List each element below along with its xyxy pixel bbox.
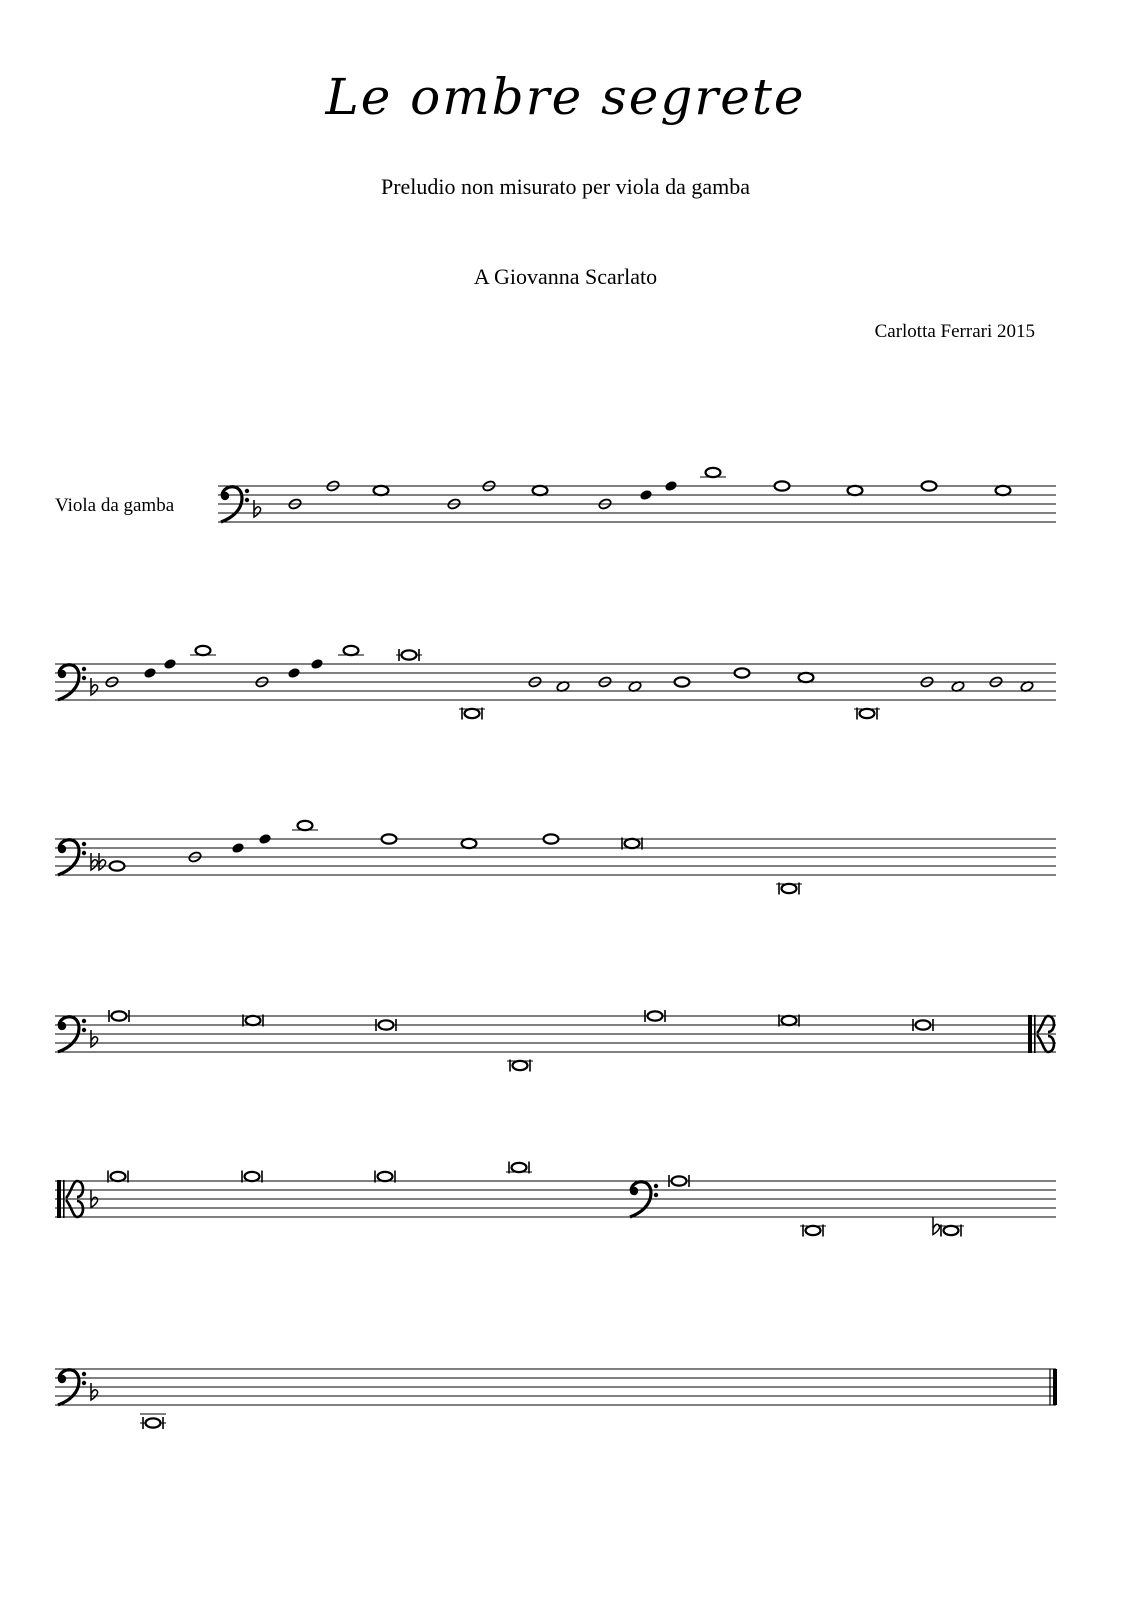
bass-clef-dot bbox=[82, 851, 86, 855]
staff-system bbox=[55, 1010, 1056, 1072]
note-head bbox=[163, 658, 177, 671]
note-head bbox=[112, 1011, 127, 1020]
note-head bbox=[672, 1176, 687, 1185]
note-head bbox=[258, 833, 272, 846]
bass-clef-dot bbox=[245, 489, 249, 493]
subtitle: Preludio non misurato per viola da gamba bbox=[380, 174, 751, 199]
bass-clef-dot bbox=[654, 1184, 658, 1188]
staff-system bbox=[55, 646, 1056, 720]
alto-clef-bar bbox=[63, 1180, 65, 1218]
flat-sign bbox=[254, 500, 261, 517]
note-head bbox=[287, 667, 301, 680]
bass-clef-dot bbox=[82, 1381, 86, 1385]
note-head bbox=[246, 1016, 261, 1025]
note-head bbox=[996, 486, 1011, 495]
note-head bbox=[706, 468, 721, 477]
flat-sign bbox=[91, 678, 98, 695]
note-head bbox=[382, 834, 397, 843]
note-head bbox=[675, 677, 690, 686]
note-head bbox=[533, 486, 548, 495]
note-head bbox=[231, 842, 245, 855]
bass-clef-dot bbox=[82, 1028, 86, 1032]
note-head bbox=[544, 834, 559, 843]
note-head bbox=[465, 709, 480, 718]
bass-clef-dot-head bbox=[58, 845, 66, 853]
note-head bbox=[944, 1226, 959, 1235]
flat-sign bbox=[91, 1030, 98, 1047]
bass-clef-dot-head bbox=[58, 670, 66, 678]
page-title: Le ombre segrete bbox=[325, 68, 806, 126]
note-head bbox=[735, 668, 750, 677]
note-head bbox=[512, 1163, 527, 1172]
note-head bbox=[922, 481, 937, 490]
composer-credit: Carlotta Ferrari 2015 bbox=[874, 321, 1035, 342]
instrument-label: Viola da gamba bbox=[55, 495, 175, 516]
alto-clef-bar bbox=[1028, 1015, 1032, 1053]
flat-sign bbox=[91, 853, 98, 870]
staff-system bbox=[55, 821, 1056, 895]
note-head bbox=[379, 1020, 394, 1029]
note-head bbox=[310, 658, 324, 671]
bass-clef-dot bbox=[654, 1193, 658, 1197]
bass-clef-dot bbox=[82, 1372, 86, 1376]
bass-clef-dot-head bbox=[58, 1375, 66, 1383]
dedication: A Giovanna Scarlato bbox=[473, 264, 658, 289]
flat-sign bbox=[99, 853, 106, 870]
bass-clef-dot bbox=[245, 498, 249, 502]
note-head bbox=[664, 480, 678, 493]
note-head bbox=[402, 650, 417, 659]
final-barline bbox=[1053, 1369, 1057, 1405]
bass-clef-dot bbox=[82, 842, 86, 846]
note-head bbox=[848, 486, 863, 495]
note-head bbox=[513, 1061, 528, 1070]
staff-system bbox=[55, 1369, 1057, 1429]
alto-clef-bar bbox=[1034, 1015, 1036, 1053]
note-head bbox=[782, 1016, 797, 1025]
note-head bbox=[344, 646, 359, 655]
bass-clef-dot bbox=[82, 667, 86, 671]
note-head bbox=[639, 489, 653, 502]
bass-clef-dot-head bbox=[221, 492, 229, 500]
note-head bbox=[298, 821, 313, 830]
bass-clef-dot-head bbox=[58, 1022, 66, 1030]
note-head bbox=[111, 1172, 126, 1181]
staff-system bbox=[218, 468, 1056, 522]
note-head bbox=[648, 1011, 663, 1020]
bass-clef-dot-head bbox=[630, 1187, 638, 1195]
flat-sign bbox=[91, 1383, 98, 1400]
note-head bbox=[860, 709, 875, 718]
note-head bbox=[374, 486, 389, 495]
note-head bbox=[462, 839, 477, 848]
note-head bbox=[799, 673, 814, 682]
note-head bbox=[378, 1172, 393, 1181]
bass-clef-dot bbox=[82, 676, 86, 680]
note-head bbox=[775, 481, 790, 490]
note-head bbox=[625, 839, 640, 848]
note-head bbox=[782, 884, 797, 893]
staff-system bbox=[55, 1162, 1056, 1237]
note-head bbox=[110, 861, 125, 870]
note-head bbox=[806, 1226, 821, 1235]
note-head bbox=[143, 667, 157, 680]
note-head bbox=[245, 1172, 260, 1181]
bass-clef-dot bbox=[82, 1019, 86, 1023]
note-head bbox=[916, 1020, 931, 1029]
note-head bbox=[196, 646, 211, 655]
note-head bbox=[146, 1418, 161, 1427]
alto-clef-bar bbox=[57, 1180, 61, 1218]
